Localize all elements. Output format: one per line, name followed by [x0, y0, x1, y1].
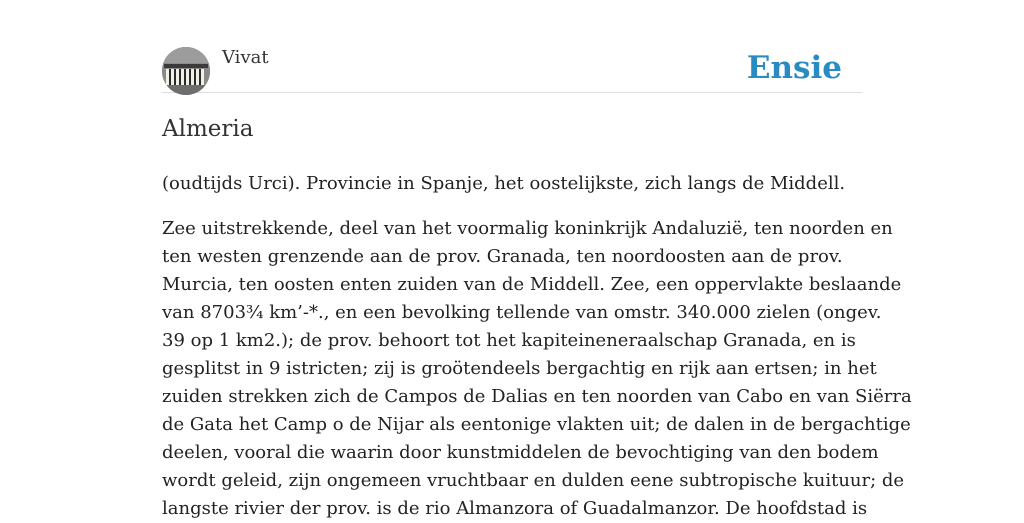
body-line: ten westen grenzende aan de prov. Granada, ten noordoosten aan de prov.	[162, 246, 843, 267]
avatar[interactable]	[162, 47, 210, 95]
page	[162, 0, 912, 519]
body-line: langste rivier der prov. is de rio Almanzora of Guadalmanzor. De hoofdstad is	[162, 498, 868, 519]
body-line: van 8703¾ km’-*., en een bevolking tellende van omstr. 340.000 zielen (ongev.	[162, 302, 882, 323]
body-line: de Gata het Camp o de Nijar als eentonige vlakten uit; de dalen in de bergachtige	[162, 414, 911, 435]
header	[162, 0, 862, 93]
body-line: wordt geleid, zijn ongemeen vruchtbaar en dulden eene subtropische kuituur; de	[162, 470, 905, 491]
page-title: Almeria	[162, 116, 254, 142]
body-line: deelen, vooral die waarin door kunstmiddelen de bevochtiging van den bodem	[162, 442, 879, 463]
body-line: gesplitst in 9 istricten; zij is groötendeels bergachtig en rijk aan ertsen; in het	[162, 358, 877, 379]
author-name[interactable]: Vivat	[222, 47, 269, 68]
body-line: 39 op 1 km2.); de prov. behoort tot het kapiteineneraalschap Granada, en is	[162, 330, 856, 351]
avatar-image-icon	[162, 47, 210, 95]
brand-logo[interactable]: Ensie	[746, 50, 842, 86]
intro-paragraph: (oudtijds Urci). Provincie in Spanje, het oostelijkste, zich langs de Middell.	[162, 173, 846, 194]
body-line: zuiden strekken zich de Campos de Dalias en ten noorden van Cabo en van Siërra	[162, 386, 912, 407]
body-paragraph	[162, 215, 912, 523]
body-line: Murcia, ten oosten enten zuiden van de Middell. Zee, een oppervlakte beslaande	[162, 274, 902, 295]
body-line: Zee uitstrekkende, deel van het voormalig koninkrijk Andaluzië, ten noorden en	[162, 218, 893, 239]
